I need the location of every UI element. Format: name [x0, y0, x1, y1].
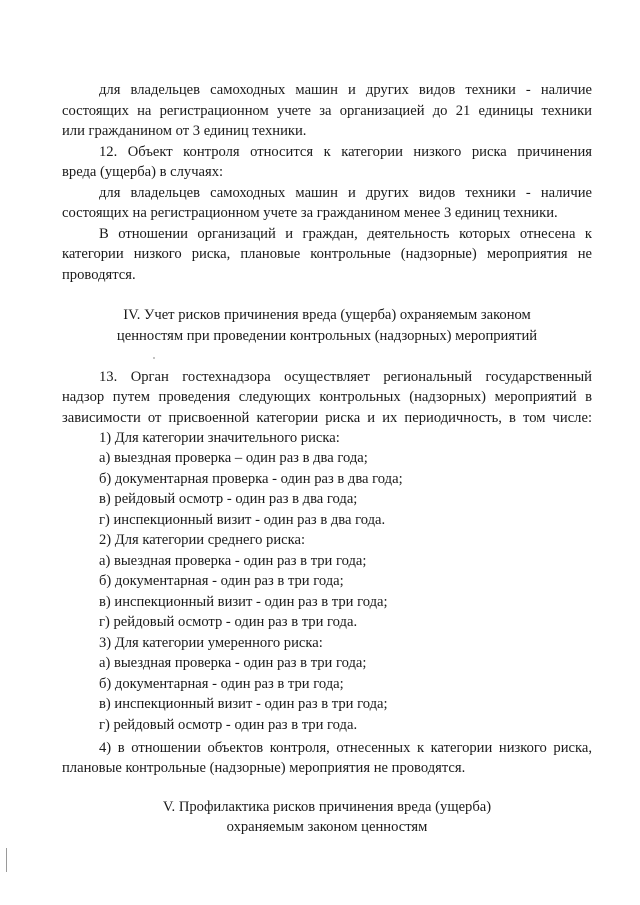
scan-edge-mark: [6, 848, 7, 872]
list-item: 3) Для категории умеренного риска:: [99, 635, 323, 651]
paragraph-line: категории низкого риска, плановые контрольные (надзорные) мероприятия не: [62, 246, 592, 262]
list-item: в) рейдовый осмотр - один раз в два года;: [99, 491, 358, 507]
paragraph-line: вреда (ущерба) в случаях:: [62, 164, 224, 180]
paragraph-line: для владельцев самоходных машин и других видов техники - наличие: [99, 82, 592, 98]
list-item: г) рейдовый осмотр - один раз в три года.: [99, 717, 358, 733]
list-item: а) выездная проверка - один раз в три года;: [99, 655, 367, 671]
section-heading-v: V. Профилактика рисков причинения вреда (ущерба): [162, 799, 492, 815]
paragraph-line: В отношении организаций и граждан, деятельность которых отнесена к: [99, 226, 592, 242]
paragraph-line: 13. Орган гостехнадзора осуществляет региональный государственный: [99, 369, 592, 385]
list-item: г) инспекционный визит - один раз в два года.: [99, 512, 386, 528]
paragraph-line: зависимости от присвоенной категории риска и их периодичность, в том числе:: [62, 410, 592, 426]
paragraph-line: плановые контрольные (надзорные) мероприятия не проводятся.: [62, 760, 466, 776]
paragraph-line: или гражданином от 3 единиц техники.: [62, 123, 307, 139]
list-item: в) инспекционный визит - один раз в три года;: [99, 696, 388, 712]
paragraph-line: надзор путем проведения следующих контрольных (надзорных) мероприятий в: [62, 389, 592, 405]
section-heading-v: охраняемым законом ценностям: [226, 819, 428, 835]
section-heading-iv: IV. Учет рисков причинения вреда (ущерба) охраняемым законом: [123, 307, 531, 323]
paragraph-line: 4) в отношении объектов контроля, отнесенных к категории низкого риска,: [99, 740, 592, 756]
list-item: 2) Для категории среднего риска:: [99, 532, 306, 548]
scan-dot: [153, 357, 155, 359]
section-heading-iv: ценностям при проведении контрольных (надзорных) мероприятий: [116, 328, 538, 344]
list-item: а) выездная проверка - один раз в три года;: [99, 553, 367, 569]
list-item: б) документарная - один раз в три года;: [99, 676, 344, 692]
list-item: а) выездная проверка – один раз в два года;: [99, 450, 368, 466]
paragraph-line: для владельцев самоходных машин и других видов техники - наличие: [99, 185, 592, 201]
list-item: 1) Для категории значительного риска:: [99, 430, 340, 446]
list-item: г) рейдовый осмотр - один раз в три года.: [99, 614, 358, 630]
paragraph-line: 12. Объект контроля относится к категории низкого риска причинения: [99, 144, 592, 160]
paragraph-line: проводятся.: [62, 267, 136, 283]
list-item: б) документарная - один раз в три года;: [99, 573, 344, 589]
paragraph-line: состоящих на регистрационном учете за гражданином менее 3 единиц техники.: [62, 205, 558, 221]
list-item: в) инспекционный визит - один раз в три года;: [99, 594, 388, 610]
list-item: б) документарная проверка - один раз в два года;: [99, 471, 403, 487]
paragraph-line: состоящих на регистрационном учете за организацией до 21 единицы техники: [62, 103, 592, 119]
